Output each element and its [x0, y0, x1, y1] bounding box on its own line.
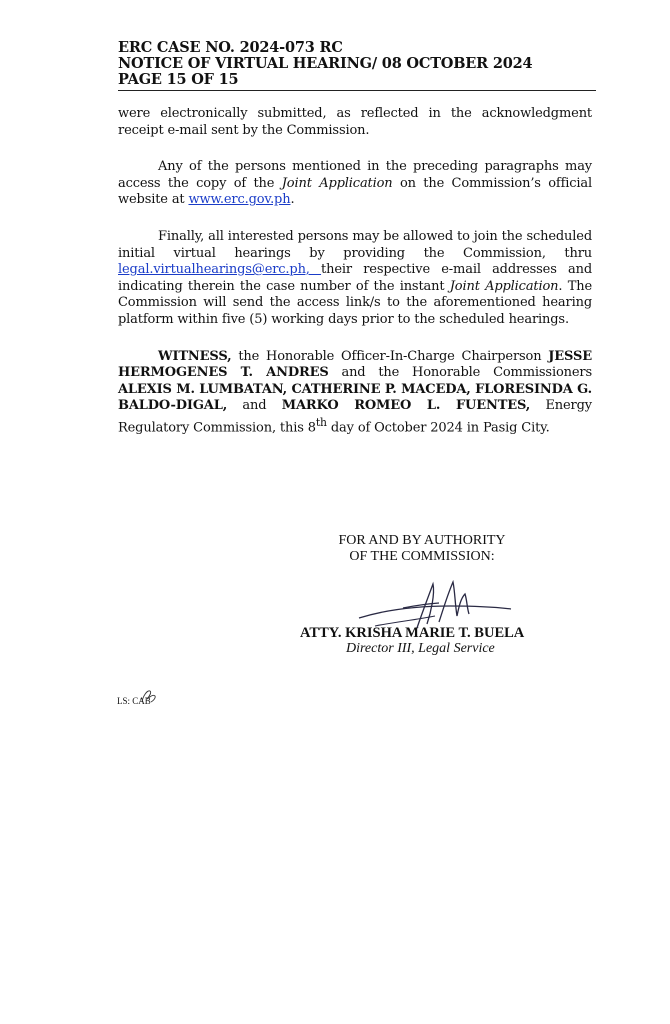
joint-application-italic: Joint Application [449, 278, 559, 294]
commissioners-names: ALEXIS M. LUMBATAN, CATHERINE P. MACEDA, FLORESINDA G. BALDO-DIGAL, [118, 381, 592, 414]
paragraph-text: . The Commission will send the access link/s to the aforementioned hearing platform within five (5) working days prior to the scheduled hearings. [118, 278, 592, 327]
initials-text: LS: CAB [117, 696, 151, 706]
paragraph-witness [118, 349, 592, 437]
handwritten-signature [355, 576, 515, 636]
paragraph-text: the Honorable Officer-In-Charge Chairperson [231, 348, 549, 364]
case-number: ERC CASE NO. 2024-073 RC [118, 39, 343, 56]
paragraph-text: on the Commission’s official website at [118, 175, 592, 208]
ordinal-suffix: th [315, 415, 327, 429]
signatory-name: ATTY. KRISHA MARIE T. BUELA [300, 625, 525, 641]
joint-application-italic: Joint Application [281, 175, 393, 191]
document-header [118, 40, 596, 91]
notice-title: NOTICE OF VIRTUAL HEARING/ 08 OCTOBER 2024 [118, 55, 533, 72]
paragraph-text: were electronically submitted, as reflected in the acknowledgment receipt e-mail sent by the Commission. [118, 106, 592, 138]
paragraph-text: and the Honorable Commissioners [328, 365, 592, 381]
paragraph-virtual-hearing [118, 229, 592, 329]
paragraph-text: Any of the persons mentioned in the preceding paragraphs may access the copy of the [118, 159, 592, 191]
authority-line: FOR AND BY AUTHORITY [338, 533, 506, 548]
authority-line: OF THE COMMISSION: [349, 549, 495, 564]
commissioner-last-name: MARKO ROMEO L. FUENTES, [281, 398, 531, 414]
paragraph-text: their respective e-mail addresses and indicating therein the case number of the instant [118, 262, 592, 294]
document-body [118, 106, 592, 457]
paragraph-text: Finally, all interested persons may be allowed to join the scheduled initial virtual hearings by providing the Commission, thru [118, 228, 592, 261]
reference-initials [117, 696, 151, 706]
paragraph-text: . [290, 192, 295, 208]
authority-statement [322, 533, 522, 565]
chairperson-name: JESSE HERMOGENES T. ANDRES [118, 348, 592, 381]
paragraph-text: Energy Regulatory Commission, this 8 [118, 398, 592, 436]
erc-website-link[interactable]: www.erc.gov.ph [188, 192, 291, 208]
witness-label: WITNESS, [158, 348, 232, 364]
paragraph-access [118, 159, 592, 209]
paragraph-text: day of October 2024 in Pasig City. [326, 420, 550, 436]
signatory-title: Director III, Legal Service [346, 641, 495, 656]
virtual-hearings-email-link[interactable]: legal.virtualhearings@erc.ph, [118, 262, 322, 278]
paragraph-text: and [227, 398, 282, 414]
paragraph-submission [118, 106, 592, 139]
page-number: PAGE 15 OF 15 [118, 71, 239, 88]
initials-scribble [139, 688, 159, 704]
